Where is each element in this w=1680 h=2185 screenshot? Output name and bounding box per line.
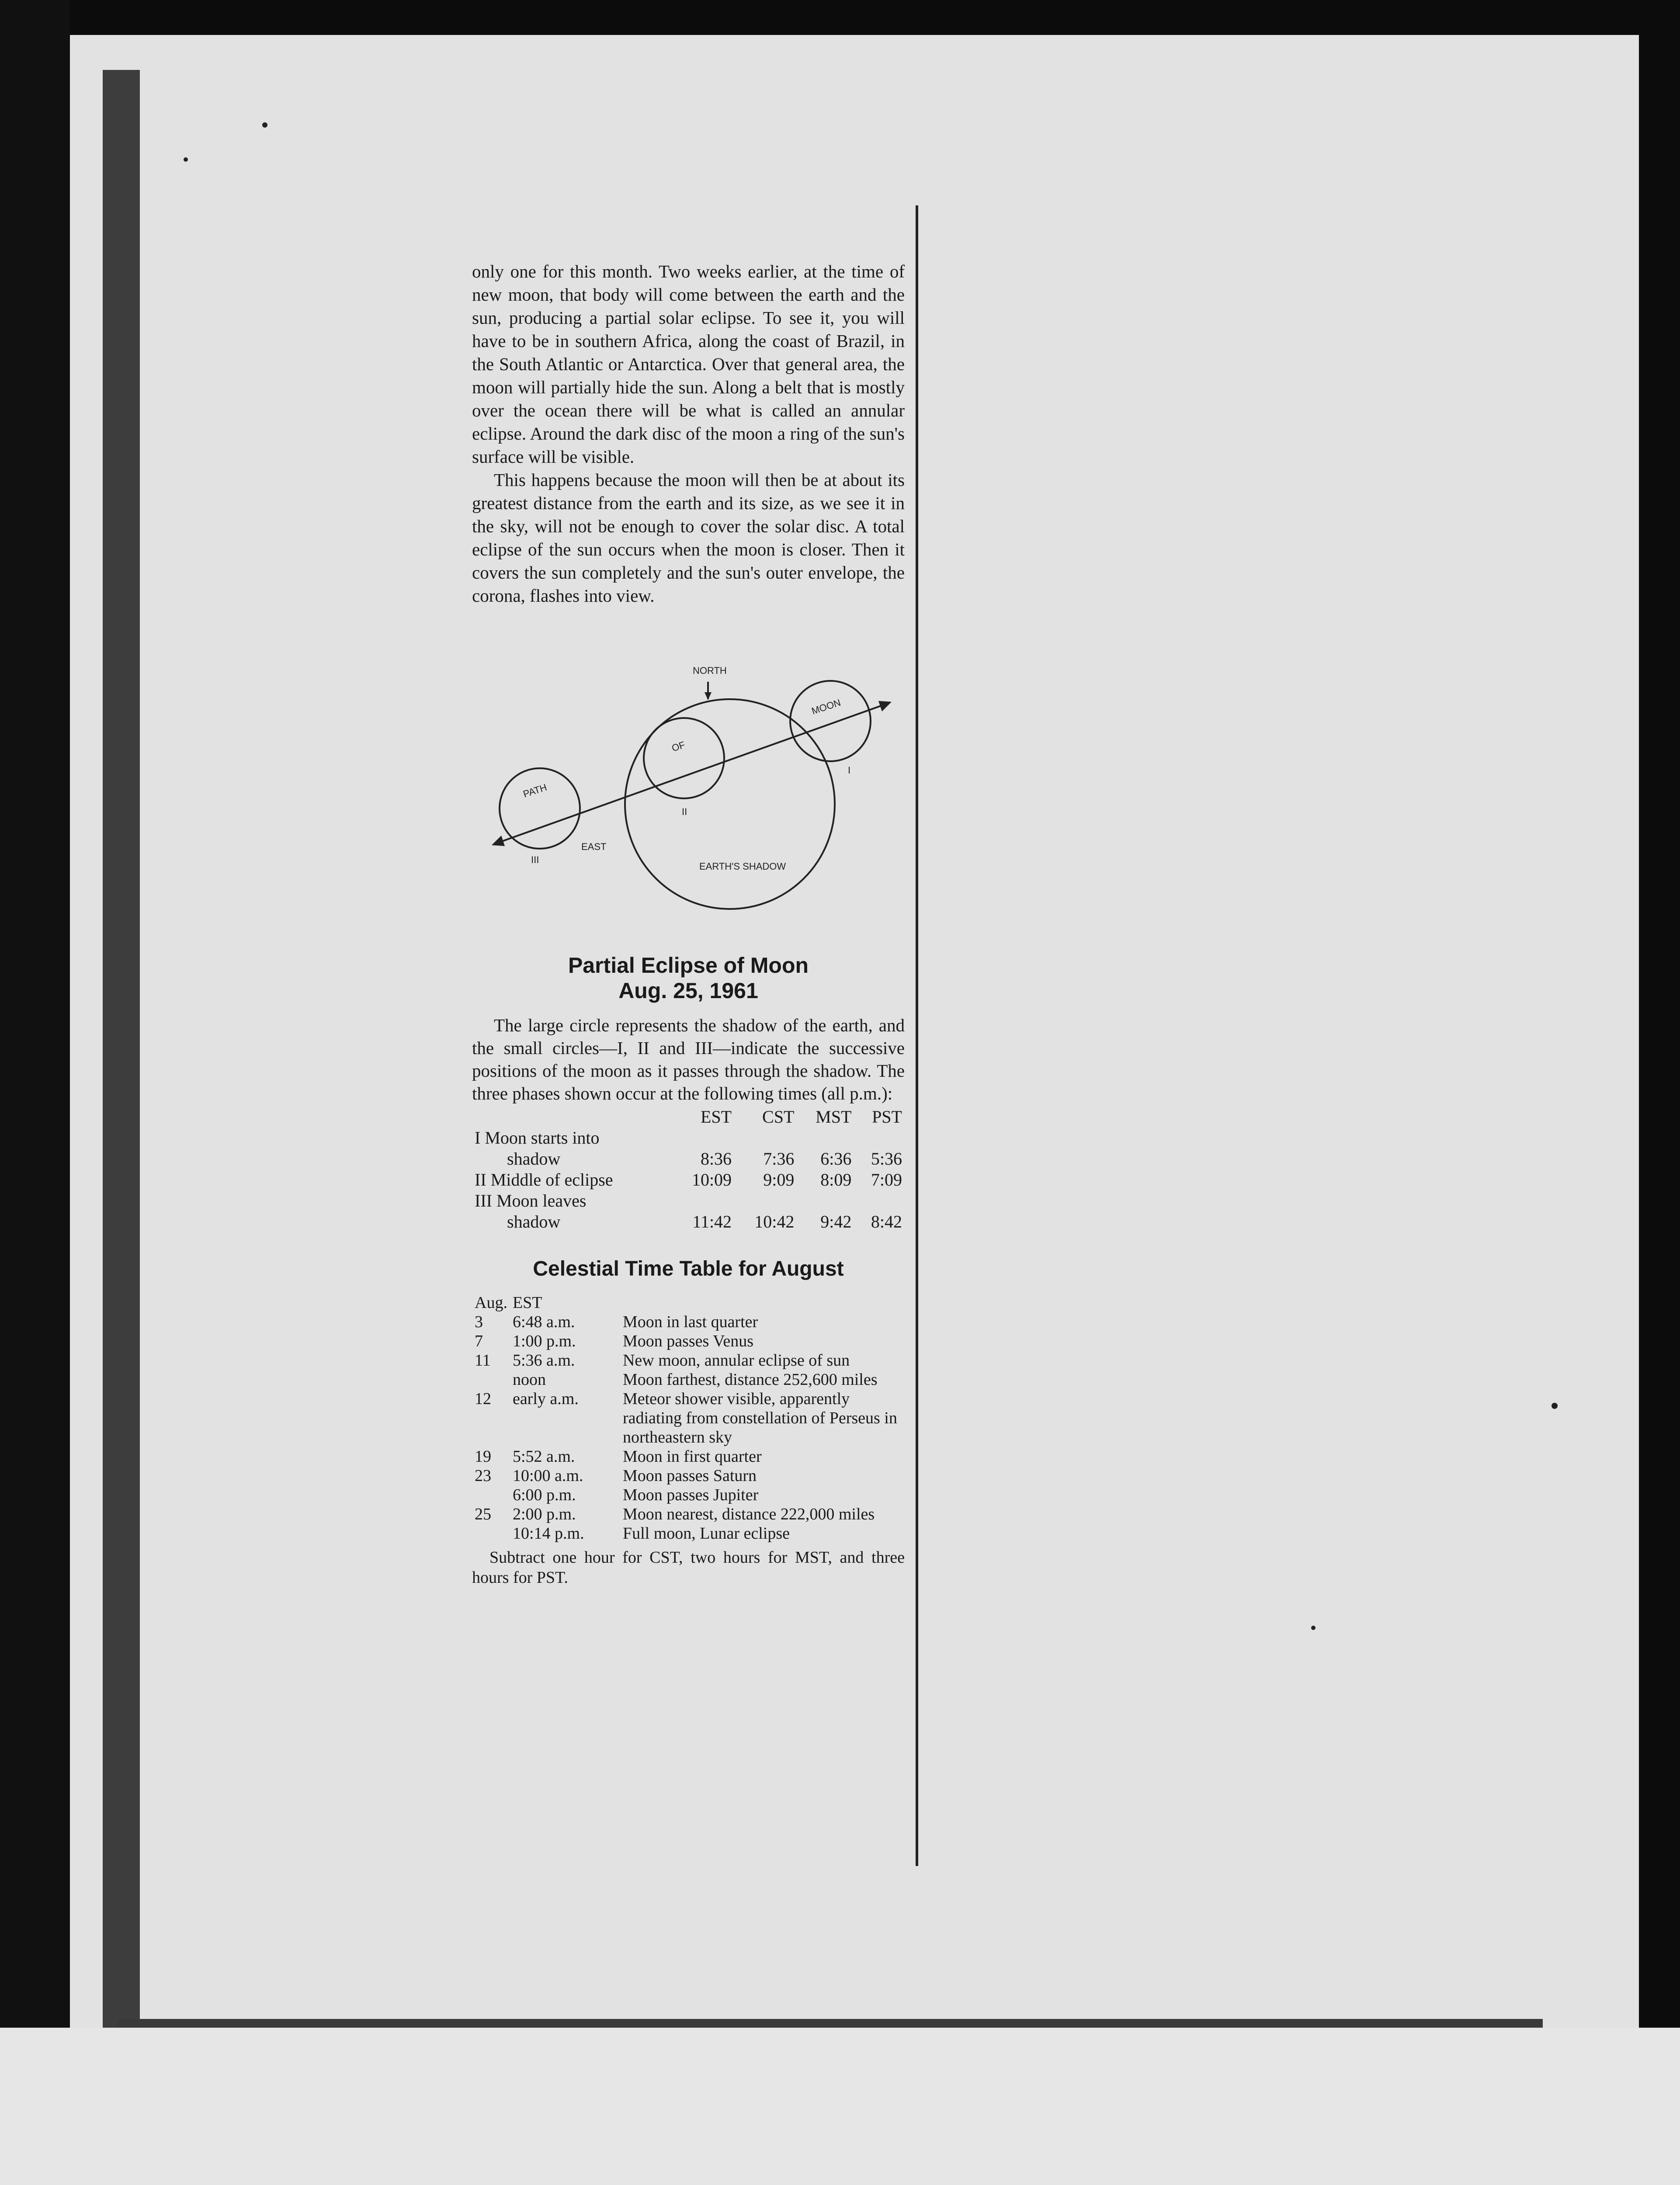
time-cell: 7:09 — [871, 1170, 902, 1190]
figure-title-line: Partial Eclipse of Moon — [568, 953, 809, 978]
time-cell: 8:09 — [820, 1170, 852, 1190]
phase-label: III Moon leaves — [475, 1191, 587, 1210]
event-cell: Meteor shower visible, apparently radiating from constellation of Perseus in northeastern sky — [622, 1390, 897, 1446]
phase-label: II Middle of eclipse — [475, 1170, 613, 1190]
event-cell: Moon in last quarter — [622, 1313, 758, 1331]
column-rule — [916, 205, 918, 1866]
table-row — [472, 1524, 905, 1543]
of-label: OF — [670, 739, 687, 754]
time-cell: 11:42 — [692, 1212, 732, 1231]
day-cell: 12 — [475, 1390, 491, 1408]
day-cell: 19 — [475, 1447, 491, 1466]
table-row — [472, 1351, 905, 1370]
time-cell: 2:00 p.m. — [512, 1505, 576, 1523]
phase-label: I Moon starts into — [475, 1128, 600, 1148]
day-cell — [472, 1524, 510, 1543]
backing-sheet — [0, 2028, 1680, 2185]
time-cell: 6:36 — [820, 1149, 852, 1169]
table-row — [472, 1389, 905, 1447]
event-cell: Moon passes Saturn — [622, 1467, 757, 1485]
table-row — [472, 1190, 905, 1211]
path-arrow-tail — [492, 836, 505, 846]
moon-position-3 — [500, 768, 580, 849]
phase-label: shadow — [507, 1212, 561, 1231]
earth-shadow-circle — [625, 699, 835, 909]
table-row — [472, 1447, 905, 1466]
position-i-label: I — [848, 765, 851, 776]
article-paragraph: This happens because the moon will then be at about its greatest distance from the earth and its size, as we see it in the sky, will not be enough to cover the solar disc. A total eclipse of the sun occurs when the moon is closer. Then it covers the sun completely and the sun's outer envelope, the corona, flashes into view. — [472, 470, 905, 606]
time-cell: 6:48 a.m. — [512, 1313, 575, 1331]
time-cell: 8:42 — [871, 1212, 902, 1231]
time-cell: 9:09 — [763, 1170, 795, 1190]
newspaper-clipping — [472, 260, 905, 1588]
time-cell: 5:36 a.m. — [512, 1351, 575, 1370]
time-cell: 1:00 p.m. — [512, 1332, 576, 1350]
time-cell: 7:36 — [763, 1149, 795, 1169]
event-cell: Moon nearest, distance 222,000 miles — [622, 1505, 875, 1523]
time-cell: 5:52 a.m. — [512, 1447, 575, 1466]
time-cell: 5:36 — [871, 1149, 902, 1169]
position-iii-label: III — [531, 854, 539, 865]
table-row — [472, 1332, 905, 1351]
moon-label: MOON — [810, 697, 842, 717]
north-label: NORTH — [693, 665, 727, 676]
north-arrow-head — [705, 692, 712, 700]
position-ii-label: II — [682, 806, 687, 817]
time-cell: 8:36 — [700, 1149, 732, 1169]
time-cell: 9:42 — [820, 1212, 852, 1231]
event-cell: Moon in first quarter — [622, 1447, 762, 1466]
moon-position-1 — [790, 681, 871, 761]
path-label: PATH — [521, 781, 548, 800]
article-paragraph: only one for this month. Two weeks earlier, at the time of new moon, that body will come between the earth and the sun, producing a partial solar eclipse. To see it, you will have to be in southern Africa, along the coast of Brazil, in the South Atlantic or Antarctica. Over that general area, the moon will partially hide the sun. Along a belt that is mostly over the ocean there will be what is called an annular eclipse. Around the dark disc of the moon a ring of the sun's surface will be visible. — [472, 261, 905, 467]
day-cell: 7 — [475, 1332, 483, 1350]
col-header: PST — [872, 1107, 902, 1127]
time-cell: 6:00 p.m. — [512, 1486, 576, 1504]
day-cell — [472, 1485, 510, 1505]
table-row — [472, 1148, 905, 1169]
dust-speck — [184, 157, 188, 162]
table-row — [472, 1466, 905, 1485]
event-cell: Full moon, Lunar eclipse — [622, 1524, 790, 1543]
phase-header-blank — [472, 1106, 672, 1127]
est-header: EST — [512, 1294, 542, 1312]
phase-times-table — [472, 1106, 905, 1232]
day-cell: 3 — [475, 1313, 483, 1331]
table-row — [472, 1127, 905, 1148]
col-header: EST — [700, 1107, 732, 1127]
path-arrow-head — [878, 701, 892, 711]
sheet-shadow-strip — [103, 70, 140, 2063]
shadow-label: EARTH'S SHADOW — [699, 861, 786, 872]
eclipse-diagram — [472, 647, 905, 926]
table-row — [472, 1370, 905, 1389]
day-cell — [472, 1370, 510, 1389]
figure-title-line: Aug. 25, 1961 — [618, 978, 758, 1003]
col-header: MST — [816, 1107, 852, 1127]
col-header: CST — [762, 1107, 795, 1127]
event-cell: Moon passes Jupiter — [622, 1486, 759, 1504]
dust-speck — [1311, 1626, 1316, 1630]
moon-path-line — [496, 704, 887, 843]
event-cell: New moon, annular eclipse of sun — [622, 1351, 850, 1370]
phase-label: shadow — [507, 1149, 561, 1169]
event-header-blank — [620, 1293, 905, 1312]
dust-speck — [1552, 1403, 1558, 1409]
east-label: EAST — [581, 841, 607, 852]
film-border-left — [0, 0, 70, 2028]
time-cell: 10:14 p.m. — [512, 1524, 584, 1543]
table-row — [472, 1211, 905, 1232]
table-row — [472, 1505, 905, 1524]
table-row — [472, 1485, 905, 1505]
table-row — [472, 1169, 905, 1190]
figure-caption: The large circle represents the shadow of the earth, and the small circles—I, II and III—indicate the successive positions of the moon as it passes through the shadow. The three phases shown occur at the following times (all p.m.): — [472, 1015, 905, 1103]
day-cell: 11 — [475, 1351, 491, 1370]
figure-title — [472, 953, 905, 1003]
time-cell: 10:00 a.m. — [512, 1467, 583, 1485]
day-cell: 25 — [475, 1505, 491, 1523]
time-cell: 10:42 — [754, 1212, 795, 1231]
time-cell: early a.m. — [512, 1390, 579, 1408]
time-cell: noon — [512, 1370, 546, 1389]
day-cell: 23 — [475, 1467, 491, 1485]
aug-header: Aug. — [475, 1294, 507, 1312]
timetable-title: Celestial Time Table for August — [533, 1257, 844, 1280]
time-cell: 10:09 — [691, 1170, 732, 1190]
event-cell: Moon passes Venus — [622, 1332, 754, 1350]
timetable-note: Subtract one hour for CST, two hours for MST, and three hours for PST. — [472, 1548, 905, 1587]
celestial-timetable — [472, 1293, 905, 1543]
event-cell: Moon farthest, distance 252,600 miles — [622, 1370, 878, 1389]
table-row — [472, 1312, 905, 1332]
dust-speck — [262, 122, 267, 128]
